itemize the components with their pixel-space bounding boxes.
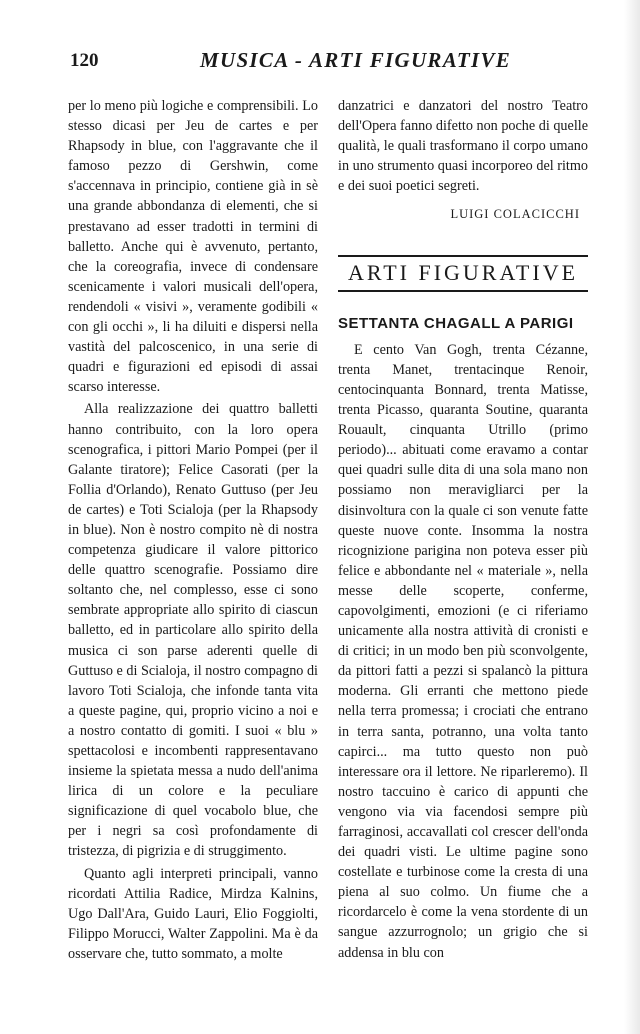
article-title: SETTANTA CHAGALL A PARIGI bbox=[338, 314, 574, 332]
running-title: MUSICA - ARTI FIGURATIVE bbox=[200, 48, 512, 72]
section-title: ARTI FIGURATIVE bbox=[347, 259, 579, 285]
article-paragraph: E cento Van Gogh, trenta Cézanne, trenta Manet, trentacinque Renoir, centocinquanta Bonnard, trenta Matisse, trenta Picasso, quaranta Soutine, quaranta Rouault, cinquanta Utrillo (primo periodo)... abituati come eravamo a contar quei quadri sulle dita di una sola mano non possiamo non meravigliarci per la disinvoltura con la quale ci son venute fatte queste nuove conte. Insomma la nostra ricognizione parigina non poteva esser più felice e abbondante nel « materiale », nella messe delle scoperte, conferme, capovolgimenti, emozioni (e ci riferiamo unicamente alla nostra attività di cronisti e di critici; in un modo ben più sconvolgente, da pittori fatti a pezzi si spalancò la pittura moderna. Gli erranti che mettono piede nella terra promessa; i crociati che entrano in terra santa, potranno, una volta tanto capirci... ma tutto questo non può interessare ora il lettore. Ne riparleremo). Il nostro taccuino è carico di appunti che vengono via via facendosi sempre più farraginosi, accavallati col crescer dell'onda dei quadri visti. Le ultime pagine sono costellate e turbinose come la cresta di una piena al suo colmo. Un fiume che a ricordarcelo è come la vena stordente di un sangue azzurrognolo; un grigio che si addensa in blu con bbox=[338, 341, 588, 961]
right-column bbox=[338, 96, 588, 963]
page-number: 120 bbox=[70, 50, 99, 71]
left-column bbox=[68, 96, 318, 964]
page-header bbox=[70, 38, 590, 78]
section-header bbox=[338, 255, 588, 292]
author-signature: LUIGI COLACICCHI bbox=[450, 207, 580, 222]
continuation-paragraph: danzatrici e danzatori del nostro Teatro dell'Opera fanno difetto non poche di quelle qualità, le quali trasformano il corpo umano in uno strumento quasi incorporeo del ritmo e dei suoi poetici segreti. bbox=[338, 98, 588, 195]
paragraph-2: Alla realizzazione dei quattro balletti hanno contribuito, con la loro opera scenografica, i pittori Mario Pompei (per il Galante tiratore); Felice Casorati (per la Follia d'Orlando), Renato Guttuso (per Jeu de cartes) e Toti Scialoja (per la Rhapsody in blue). Non è nostro compito nè di nostra competenza giudicare il valore pittorico delle quattro scenografie. Possiamo dire soltanto che, nel complesso, esse ci sono sembrate appropriate allo spirito di ciascun balletto, ed in particolare allo spirito della musica ci son parse aderenti quelle di Guttuso e di Scialoja, il nostro compagno di lavoro Toti Scialoja, che infonde tanta vita a queste pagine, qui, proprio vicino a noi e a nostro contatto di gomiti. I suoi « blu » spettacolosi e incombenti rappresentavano insieme la spietata messa a nudo dell'anima lirica di un colore e la peculiare significazione di quel vocabolo blue, che per i negri sa così profondamente di tristezza, di pigrizia e di struggimento. bbox=[68, 401, 318, 860]
paragraph-1: per lo meno più logiche e comprensibili. Lo stesso dicasi per Jeu de cartes e per Rhapsody in blue, con l'aggravante che il famoso pezzo di Gershwin, come s'accennava in principio, contiene già in sè una grande abbondanza di elementi, che si prestavano ad esser tradotti in termini di balletto. Anche qui è avvenuto, pertanto, che la coreografia, invece di condensare scenicamente i valori musicali dell'opera, rendendoli « visivi », veramente godibili « con gli occhi », li ha diluiti e dispersi nella vastità del palcoscenico, in una serie di quadri e figurazioni ed episodi di assai scarso interesse. bbox=[68, 98, 318, 396]
page-fold-shadow bbox=[624, 0, 640, 1034]
paragraph-3: Quanto agli interpreti principali, vanno ricordati Attilia Radice, Mirdza Kalnins, Ugo Dall'Ara, Guido Lauri, Elio Foggiolti, Filippo Morucci, Walter Zappolini. Ma è da osservare che, tutto sommato, a molte bbox=[68, 865, 318, 962]
